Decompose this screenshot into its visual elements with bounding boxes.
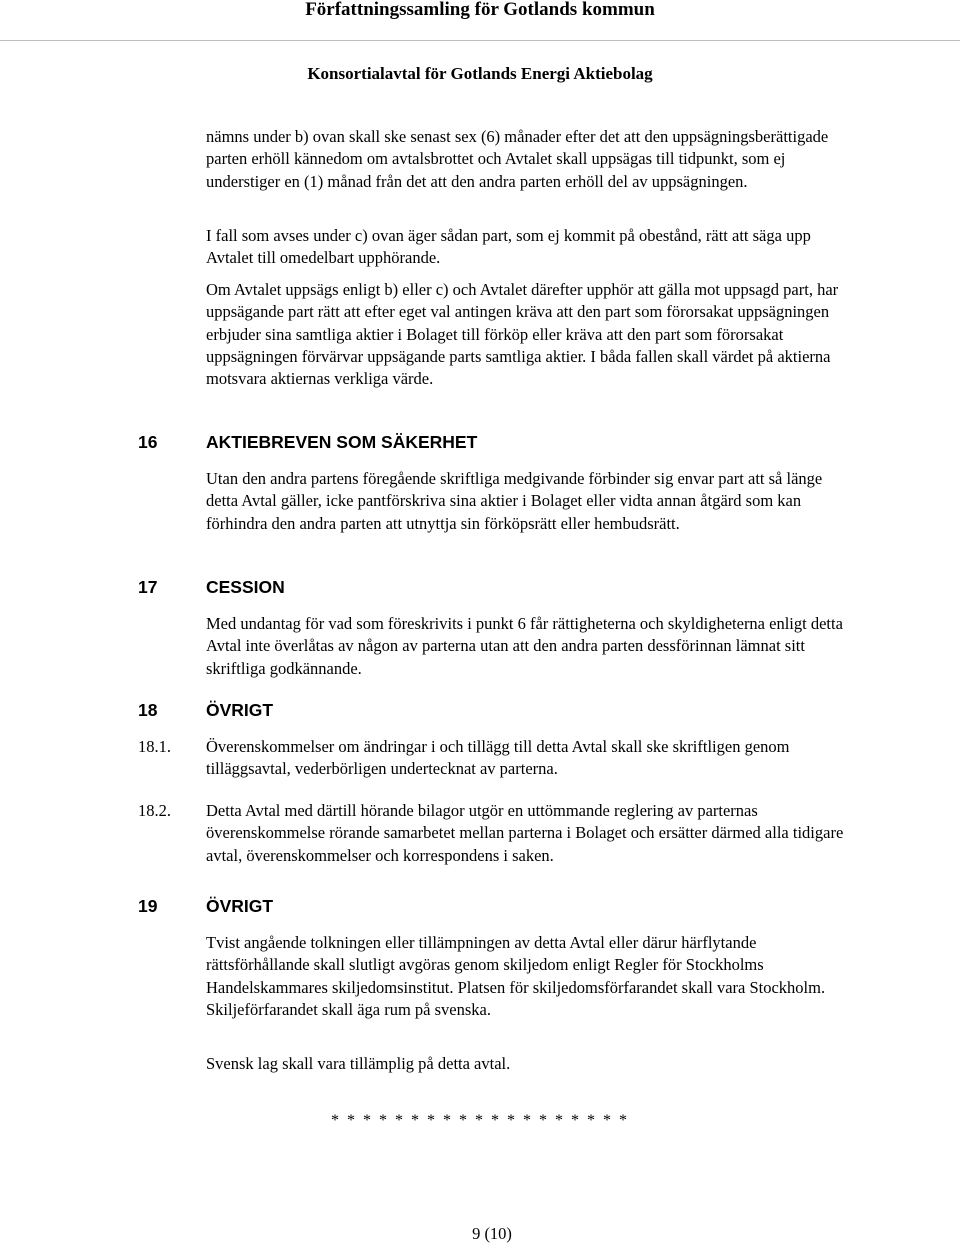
- section-17-text: Med undantag för vad som föreskrivits i punkt 6 får rättigheterna och skyldigheterna enligt detta Avtal inte överlåtas av någon av parterna utan att den andra parten dessförinnan lämnat sitt skriftliga godkännande.: [206, 614, 843, 678]
- agreement-title: Konsortialavtal för Gotlands Energi Aktiebolag: [307, 64, 653, 83]
- section-title: ÖVRIGT: [206, 700, 274, 720]
- section-19-text: Tvist angående tolkningen eller tillämpningen av detta Avtal eller därur härflytande rättsförhållande skall slutligt avgöras genom skiljedom enligt Regler för Stockholms Handelskammares skiljedomsinstitut. Platsen för skiljedomsförfarandet skall vara Stockholm. Skiljeförfarandet skall äga rum på svenska.: [206, 933, 826, 1019]
- intro-paragraph-3: Om Avtalet uppsägs enligt b) eller c) och Avtalet därefter upphör att gälla mot uppsagd part, har uppsägande part rätt att efter eget val antingen kräva att den part som förorsakat uppsägningen erbjuder sina samtliga aktier i Bolaget till förköp eller kräva att den part som förorsakat uppsägningen förvärvar uppsägande parts samtliga aktier. I båda fallen skall värdet på aktierna motsvara aktiernas verkliga värde.: [206, 280, 839, 389]
- section-heading-17: [138, 576, 285, 598]
- clause-18-2-text: Detta Avtal med därtill hörande bilagor utgör en uttömmande reglering av parternas överenskommelse rörande samarbetet mellan parterna i Bolaget och ersätter därmed alla tidigare avtal, överenskommelser och korrespondens i saken.: [206, 801, 844, 865]
- section-title: AKTIEBREVEN SOM SÄKERHET: [206, 432, 478, 452]
- section-19-governing-law: Svensk lag skall vara tillämplig på detta avtal.: [206, 1054, 511, 1073]
- end-of-document-marker: * * * * * * * * * * * * * * * * * * *: [331, 1112, 629, 1129]
- section-16-text: Utan den andra partens föregående skriftliga medgivande förbinder sig envar part att så länge detta Avtal gäller, icke pantförskriva sina aktier i Bolaget eller vidta annan åtgärd som kan förhindra den andra parten att utnyttja sin förköpsrätt eller hembudsrätt.: [206, 469, 823, 533]
- clause-number-18-1: 18.1.: [138, 737, 171, 756]
- section-title: ÖVRIGT: [206, 896, 274, 916]
- section-heading-19: [138, 895, 273, 917]
- section-heading-16: [138, 431, 477, 453]
- section-number: 16: [138, 432, 158, 452]
- document-collection-title: Författningssamling för Gotlands kommun: [305, 0, 655, 20]
- clause-number-18-2: 18.2.: [138, 801, 171, 820]
- section-number: 19: [138, 896, 158, 916]
- section-title: CESSION: [206, 577, 285, 597]
- header-divider: [0, 40, 960, 41]
- section-number: 18: [138, 700, 158, 720]
- section-number: 17: [138, 577, 158, 597]
- intro-paragraph-2: I fall som avses under c) ovan äger sådan part, som ej kommit på obestånd, rätt att säga upp Avtalet till omedelbart upphörande.: [206, 226, 811, 268]
- intro-paragraph-1: nämns under b) ovan skall ske senast sex (6) månader efter det att den uppsägningsberättigade parten erhöll kännedom om avtalsbrottet och Avtalet skall uppsägas till tidpunkt, som ej understiger en (1) månad från det att den andra parten erhöll del av uppsägningen.: [206, 127, 829, 191]
- page-number: 9 (10): [472, 1224, 512, 1243]
- section-heading-18: [138, 699, 273, 721]
- clause-18-1-text: Överenskommelser om ändringar i och tillägg till detta Avtal skall ske skriftligen genom tilläggsavtal, vederbörligen undertecknat av parterna.: [206, 737, 790, 779]
